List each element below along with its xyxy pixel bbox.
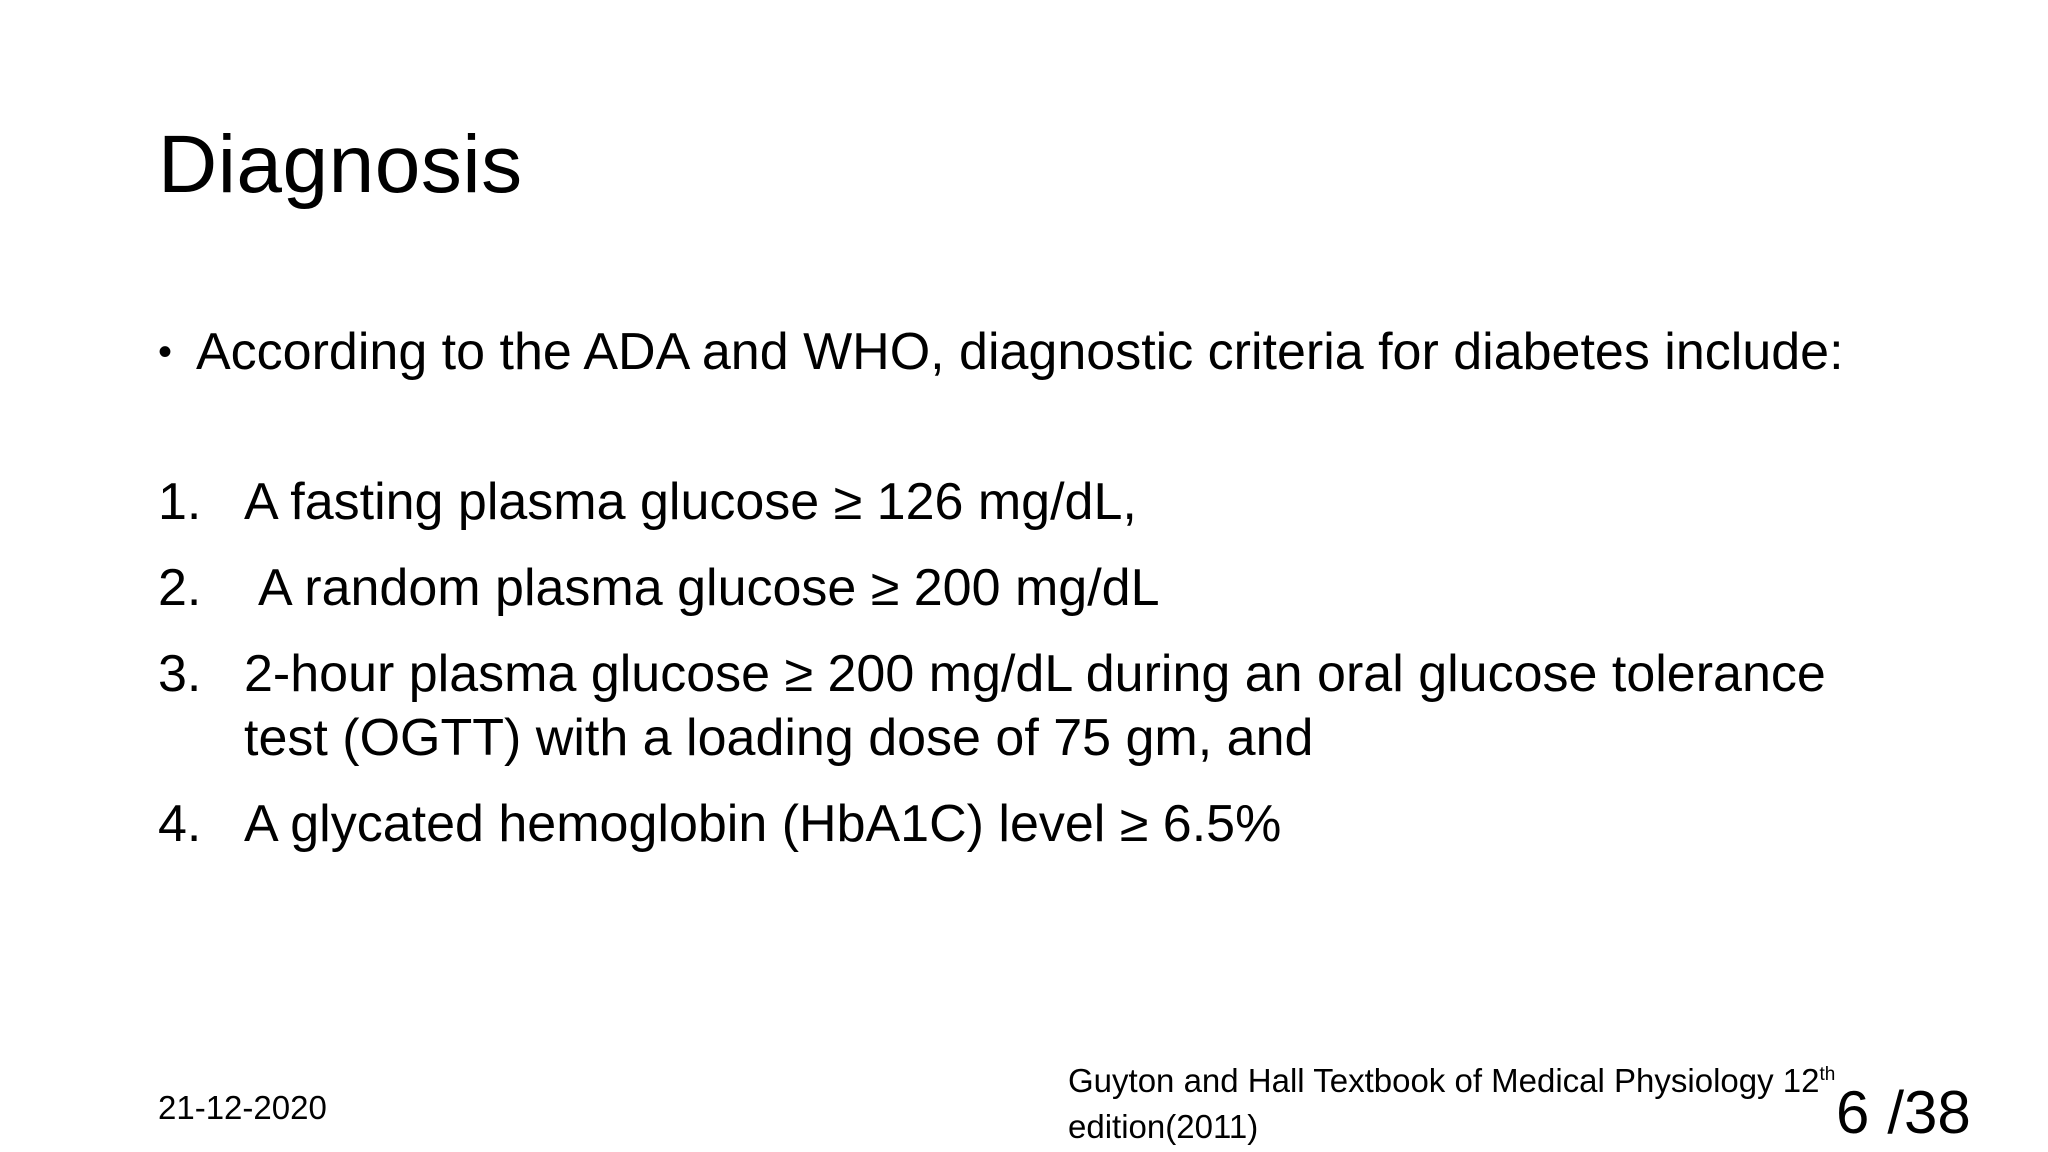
item-text: 2-hour plasma glucose ≥ 200 mg/dL during an oral glucose tolerance test (OGTT) with a loading dose of 75 gm, and (244, 645, 1826, 767)
item-text: A random plasma glucose ≥ 200 mg/dL (258, 559, 1160, 617)
item-text: A glycated hemoglobin (HbA1C) level ≥ 6.5% (244, 795, 1282, 853)
reference-main: Guyton and Hall Textbook of Medical Physiology 12 (1068, 1062, 1820, 1099)
criteria-item (158, 470, 1878, 534)
item-number: 3. (158, 645, 202, 703)
bullet-dot: • (158, 330, 173, 374)
intro-text: According to the ADA and WHO, diagnostic criteria for diabetes include: (196, 323, 1844, 381)
criteria-item (158, 792, 1878, 856)
page-current: 6 (1836, 1079, 1870, 1146)
footer-date: 21-12-2020 (158, 1089, 327, 1126)
slide-title: Diagnosis (158, 119, 523, 210)
reference-tail: edition(2011) (1068, 1108, 1259, 1145)
item-number: 4. (158, 795, 202, 853)
item-number: 2. (158, 559, 202, 617)
footer-reference (1068, 1058, 1928, 1150)
criteria-item (158, 556, 1878, 620)
page-number (1836, 1078, 1971, 1148)
reference-superscript: th (1819, 1064, 1836, 1085)
intro-bullet (158, 320, 1878, 384)
criteria-item (158, 642, 1878, 770)
item-number: 1. (158, 473, 202, 531)
page-total: /38 (1887, 1079, 1971, 1146)
item-text: A fasting plasma glucose ≥ 126 mg/dL, (244, 473, 1137, 531)
